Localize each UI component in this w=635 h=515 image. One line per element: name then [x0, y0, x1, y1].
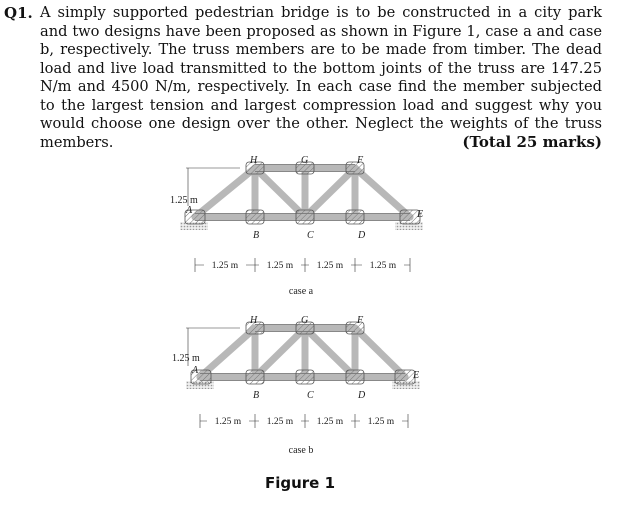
span-label-b-1: 1.25 m [214, 417, 242, 427]
height-label-case-a: 1.25 m [170, 195, 198, 206]
span-label-b-2: 1.25 m [266, 417, 294, 427]
question-number: Q1. [4, 4, 33, 22]
node-label-d: D [358, 230, 366, 241]
node-label-e: E [417, 209, 424, 220]
case-b-caption: case b [288, 445, 314, 456]
span-label-b-3: 1.25 m [316, 417, 344, 427]
figure-caption: Figure 1 [264, 474, 336, 492]
node-label-c: C [307, 390, 314, 401]
span-label-a-3: 1.25 m [316, 261, 344, 271]
node-label-c: C [307, 230, 314, 241]
node-label-b: B [253, 390, 260, 401]
span-label-a-1: 1.25 m [211, 261, 239, 271]
truss-case-a [170, 155, 423, 297]
node-label-b: B [253, 230, 260, 241]
case-a-caption: case a [288, 286, 314, 297]
node-label-f: F [357, 315, 364, 326]
node-label-g: G [301, 155, 309, 166]
node-label-f: F [357, 155, 364, 166]
truss-case-b [172, 315, 420, 456]
node-label-e: E [413, 370, 420, 381]
node-label-a: A [192, 365, 199, 376]
node-label-g: G [301, 315, 309, 326]
span-label-a-4: 1.25 m [369, 261, 397, 271]
height-label-case-b: 1.25 m [172, 353, 200, 364]
question-text: A simply supported pedestrian bridge is to be constructed in a city park and two designs have been proposed as shown in Figure 1, case a and case b, respectively. The truss members are to be made from timber. The dead load and live load transmitted to the bottom joints of the truss are 147.25 N/m and 4500 N/m, respectively. In each case find the member subjected to the largest tension and largest compression load and suggest why you would choose one design over the other. Neglect the weights of the truss members. [40, 4, 602, 151]
span-label-a-2: 1.25 m [266, 261, 294, 271]
span-label-b-4: 1.25 m [367, 417, 395, 427]
node-label-a: A [186, 205, 193, 216]
node-label-d: D [358, 390, 366, 401]
node-label-h: H [250, 155, 258, 166]
total-marks: (Total 25 marks) [462, 133, 602, 151]
node-label-h: H [250, 315, 258, 326]
